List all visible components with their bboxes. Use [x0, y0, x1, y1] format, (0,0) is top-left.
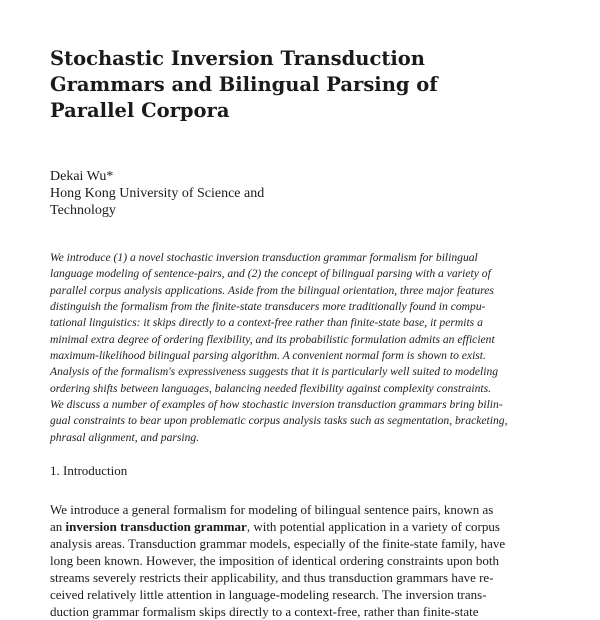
abstract-line: Analysis of the formalism's expressiveness suggests that it is particularly well suited to modeling: [50, 365, 499, 379]
abstract-line: distinguish the formalism from the finite-state transducers more traditionally found in compu-: [50, 300, 486, 314]
abstract-line: minimal extra degree of ordering flexibility, and its probabilistic formulation admits an efficient: [50, 332, 495, 346]
abstract-line: maximum-likelihood bilingual parsing algorithm. A convenient normal form is shown to exist.: [50, 349, 486, 363]
abstract-line: We introduce (1) a novel stochastic inversion transduction grammar formalism for bilingual: [50, 251, 478, 264]
abstract-line: tational linguistics: it skips directly to a context-free rather than finite-state base, it permits a: [50, 316, 483, 330]
abstract-line: parallel corpus analysis applications. Aside from the bilingual orientation, three major features: [50, 283, 494, 297]
section-heading: 1. Introduction: [50, 463, 128, 478]
abstract-line: phrasal alignment, and parsing.: [50, 430, 200, 444]
abstract-line: language modeling of sentence-pairs, and (2) the concept of bilingual parsing with a variety of: [50, 267, 491, 281]
abstract-line: We discuss a number of examples of how stochastic inversion transduction grammars bring bilin-: [50, 398, 503, 412]
author-name: Dekai Wu*: [50, 169, 114, 184]
body-line: duction grammar formalism skips directly to a context-free, rather than finite-state: [50, 604, 479, 619]
paper-title: [50, 46, 570, 124]
abstract: [50, 250, 570, 446]
body-text-run: an: [50, 519, 66, 534]
title-line: Grammars and Bilingual Parsing of: [50, 73, 438, 96]
body-line: We introduce a general formalism for modeling of bilingual sentence pairs, known as: [50, 502, 494, 517]
body-text-run: , with potential application in a variety of corpus: [246, 519, 500, 534]
intro-paragraph: [50, 501, 570, 620]
title-line: Stochastic Inversion Transduction: [50, 47, 425, 70]
body-line: analysis areas. Transduction grammar models, especially of the finite-state family, have: [50, 536, 506, 551]
body-line: [50, 518, 570, 535]
author-block: [50, 168, 264, 219]
body-line: ceived relatively little attention in language-modeling research. The inversion trans-: [50, 587, 487, 602]
affiliation-line: Technology: [50, 203, 116, 218]
abstract-line: ordering shifts between languages, balancing needed flexibility against complexity constraints.: [50, 381, 492, 395]
abstract-line: gual constraints to bear upon problematic corpus analysis tasks such as segmentation, bracketing,: [50, 414, 508, 428]
body-line: long been known. However, the imposition of identical ordering constraints upon both: [50, 553, 499, 568]
body-line: streams severely restricts their applicability, and thus transduction grammars have re-: [50, 570, 494, 585]
defined-term: inversion transduction grammar: [65, 519, 247, 534]
affiliation-line: Hong Kong University of Science and: [50, 186, 265, 201]
title-line: Parallel Corpora: [50, 99, 230, 122]
